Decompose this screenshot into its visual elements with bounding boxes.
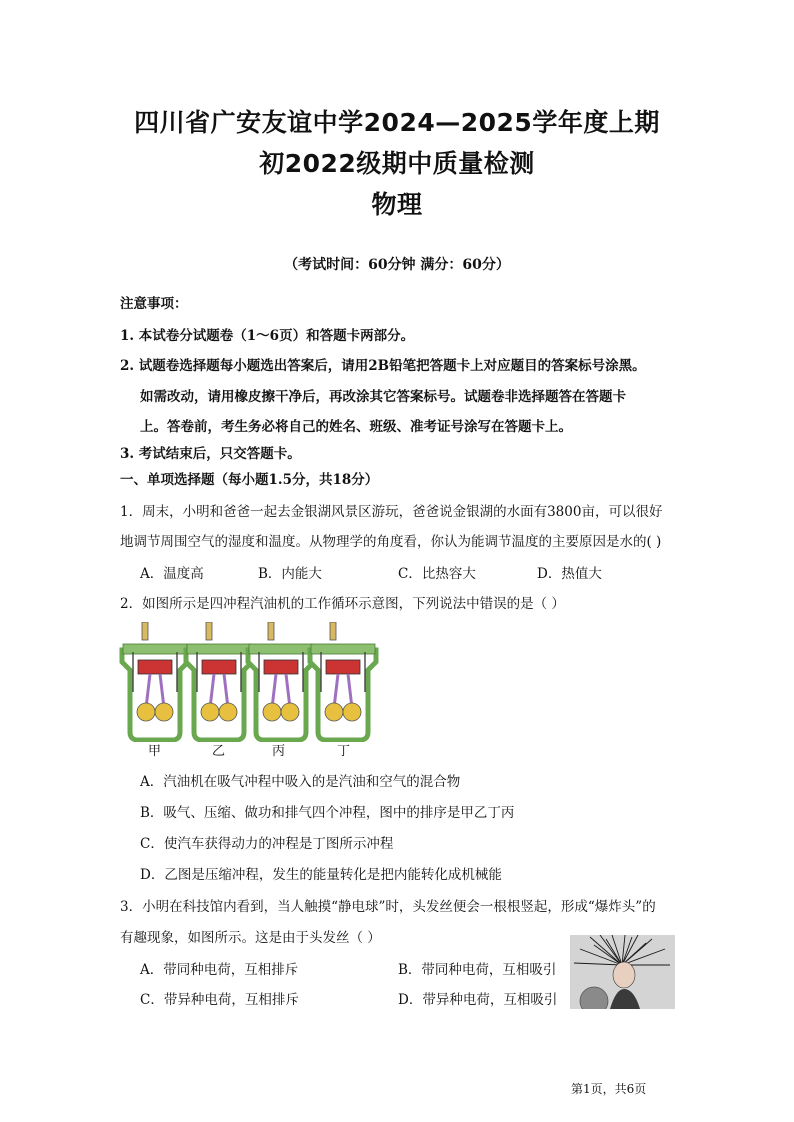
note-item: 1. 本试卷分试题卷（1～6页）和答题卡两部分。 xyxy=(120,328,415,344)
static-electricity-hair-photo xyxy=(570,935,675,1009)
q3-option-d: D．带异种电荷，互相吸引 xyxy=(398,992,558,1008)
q1-option-a: A．温度高 xyxy=(140,566,204,582)
question-3-stem: 有趣现象，如图所示。这是由于头发丝（ ） xyxy=(120,930,381,946)
figure-label-ding: 丁 xyxy=(337,744,351,759)
question-1-stem: 1．周末，小明和爸爸一起去金银湖风景区游玩，爸爸说金银湖的水面有3800亩，可以很好 xyxy=(120,504,663,520)
notes-heading: 注意事项： xyxy=(120,296,188,312)
note-item: 如需改动，请用橡皮擦干净后，再改涂其它答案标号。试题卷非选择题答在答题卡 xyxy=(140,389,626,405)
q2-option-a: A．汽油机在吸气冲程中吸入的是汽油和空气的混合物 xyxy=(140,774,461,790)
figure-label-yi: 乙 xyxy=(212,744,226,759)
question-3-stem: 3．小明在科技馆内看到，当人触摸“静电球”时，头发丝便会一根根竖起，形成“爆炸头”的 xyxy=(120,899,656,915)
note-item: 上。答卷前，考生务必将自己的姓名、班级、准考证号涂写在答题卡上。 xyxy=(140,419,572,435)
question-2-stem: 2．如图所示是四冲程汽油机的工作循环示意图，下列说法中错误的是（ ） xyxy=(120,596,565,612)
exam-subject: 物理 xyxy=(371,190,423,219)
q1-option-b: B．内能大 xyxy=(258,566,322,582)
q2-option-b: B．吸气、压缩、做功和排气四个冲程，图中的排序是甲乙丁丙 xyxy=(140,805,515,821)
q1-option-d: D．热值大 xyxy=(537,566,602,582)
figure-label-bing: 丙 xyxy=(272,744,286,759)
note-item: 3. 考试结束后，只交答题卡。 xyxy=(120,446,301,462)
page-number: 第1页，共6页 xyxy=(571,1082,647,1096)
q2-option-d: D．乙图是压缩冲程，发生的能量转化是把内能转化成机械能 xyxy=(140,867,502,883)
q3-option-b: B．带同种电荷，互相吸引 xyxy=(398,962,557,978)
q2-option-c: C．使汽车获得动力的冲程是丁图所示冲程 xyxy=(140,836,394,852)
four-stroke-engine-diagram xyxy=(118,622,380,742)
q3-option-c: C．带异种电荷，互相排斥 xyxy=(140,992,299,1008)
exam-info: （考试时间：60分钟 满分：60分） xyxy=(284,257,510,273)
q3-option-a: A．带同种电荷，互相排斥 xyxy=(140,962,299,978)
note-item: 2. 试题卷选择题每小题选出答案后，请用2B铅笔把答题卡上对应题目的答案标号涂黑。 xyxy=(120,358,646,374)
section-heading: 一、单项选择题（每小题1.5分，共18分） xyxy=(120,472,379,488)
question-1-stem: 地调节周围空气的湿度和温度。从物理学的角度看，你认为能调节温度的主要原因是水的( ) xyxy=(120,534,662,550)
q1-option-c: C．比热容大 xyxy=(398,566,476,582)
figure-label-jia: 甲 xyxy=(148,744,162,759)
exam-title-line1: 四川省广安友谊中学2024—2025学年度上期 xyxy=(134,108,660,137)
exam-title-line2: 初2022级期中质量检测 xyxy=(259,149,535,178)
